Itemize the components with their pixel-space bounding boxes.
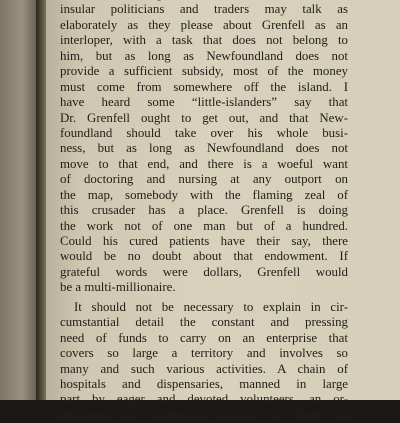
text-line: him, but as long as Newfoundland does not [60, 48, 348, 63]
text-line: phanage, an industrial school, a fleet of [60, 407, 348, 422]
text-line: ness, but as long as Newfoundland does not [60, 141, 348, 156]
text-line: many and such various activities. A chain of [60, 361, 348, 376]
facing-page-edge [0, 0, 40, 400]
text-line: insular politicians and traders may talk as [60, 2, 348, 17]
text-line: It should not be necessary to explain in cir- [74, 299, 348, 314]
text-line: interloper, with a task that does not belong to [60, 33, 348, 48]
text-line: must come from somewhere off the island. I [60, 79, 348, 94]
text-line: need of funds to carry on an enterprise that [60, 330, 348, 345]
text-line: elaborately as they please about Grenfell as an [60, 17, 348, 32]
page-text [60, 0, 348, 423]
text-line: cumstantial detail the constant and pressing [60, 315, 348, 330]
text-line: Could his cured patients have their say, there [60, 234, 348, 248]
paragraph-2 [60, 300, 348, 423]
text-line: grateful words were dollars, Grenfell would [60, 264, 348, 279]
text-line: have heard some “little-islanders” say that [60, 95, 348, 110]
text-line: move to that end, and there is a woeful want [60, 156, 348, 171]
text-line: the map, somebody with the flaming zeal of [60, 187, 348, 202]
text-line: Dr. Grenfell ought to get out, and that New- [60, 110, 348, 125]
paragraph-1 [60, 0, 348, 296]
text-line: this crusader has a place. Grenfell is doing [60, 203, 348, 218]
text-line: the work not of one man but of a hundred. [60, 218, 348, 233]
text-line: hospitals and dispensaries, manned in large [60, 376, 348, 391]
text-line: provide a sufficient subsidy, most of the money [60, 64, 348, 79]
text-line: part by eager and devoted volunteers, an or- [60, 392, 348, 407]
text-line: covers so large a territory and involves so [60, 346, 348, 361]
text-line: would be no doubt about that endowment. If [60, 249, 348, 264]
text-line: foundland should take over his whole busi- [60, 125, 348, 140]
text-line: of doctoring and nursing at any outport on [60, 172, 348, 187]
text-line: be a multi-millionaire. [60, 280, 176, 295]
